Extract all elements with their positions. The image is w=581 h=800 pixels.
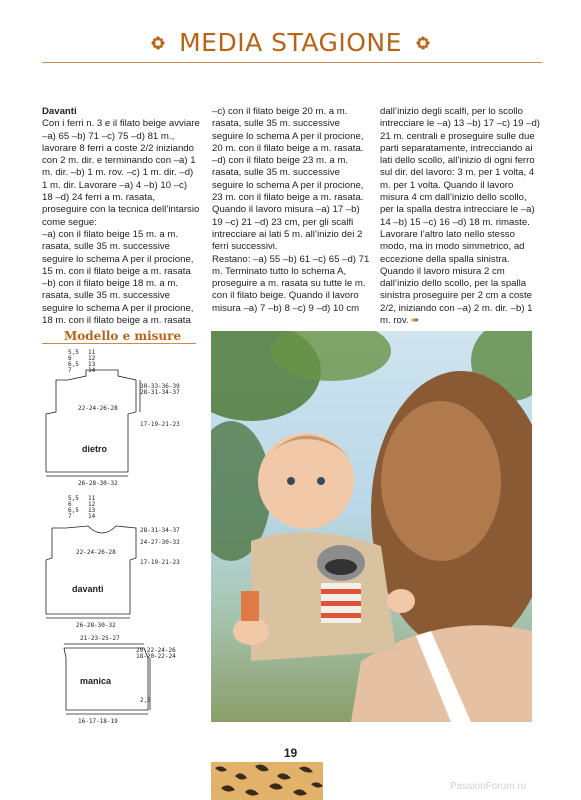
continue-arrow-icon: ➠: [411, 315, 420, 327]
front-neck-size: 12: [88, 501, 96, 508]
flower-ornament-icon: [151, 36, 165, 50]
baby-photo: [211, 331, 532, 722]
back-shoulder-size: 6: [68, 355, 72, 362]
paragraph: –a) con il filato beige 15 m. a m. rasata, sulle 35 m. successive seguire lo schema A per il procione, 15 m. con il filato beige a m. rasata: [42, 228, 194, 277]
section-heading: Davanti: [42, 106, 77, 117]
front-neck-size: 13: [88, 507, 96, 514]
watermark: PassionForum.ru: [450, 781, 527, 792]
paragraph: –b) con il filato beige 18 m. a m. rasata, sulle 35 m. successive seguire lo schema A per il procione, 18 m. con il filato beige a m. rasata: [42, 278, 194, 327]
section-title: MEDIA STAGIONE: [179, 28, 402, 57]
paragraph: –d) con il filato beige 23 m. a m. rasata, sulle 35 m. successive seguire lo schema A per il procione, 23 m. con il filato beige a m. rasata.: [212, 155, 364, 204]
leaf-pattern-icon: [211, 762, 323, 800]
sleeve-bottom-width: 16-17-18-19: [78, 718, 118, 725]
photo-illustration: [211, 331, 532, 722]
front-neck-size: 11: [88, 495, 96, 502]
back-piece-outline: [46, 370, 136, 472]
paragraph-text: dall’inizio degli scalfi, per lo scollo intrecciare le –a) 13 –b) 17 –c) 19 –d) 21 m. centrali e proseguire sulle due parti separatamente, intrecciando ai lati dello scollo, all’inizio di ogni ferro sul dir. del lavoro: 3 m. per 1 volta, 4 m. per 1 volta. Quando il lavoro misura 4 cm dall’inizio dello scollo, per la spalla destra intrecciare le –a) 14 –b) 15 –c) 16 –d) 18 m. rimaste. Lavorare l’altro lato nello stesso modo, ma in modo simmetrico, ad eccezione della spalla sinistra. Quando il lavoro misura 2 cm dall’inizio dello scollo, per la spalla sinistra proseguire per 2 cm a coste 2/2, iniziando con –a) 2 m. dir. –b) 1 m. rov.: [380, 106, 540, 327]
text-column-3: [380, 106, 542, 327]
sleeve-piece-label: manica: [80, 676, 112, 686]
back-side-length: 17-19-21-23: [140, 421, 180, 428]
text-column-1: [42, 106, 200, 327]
sleeve-top-width: 21-23-25-27: [80, 635, 120, 642]
flower-ornament-icon: [416, 36, 430, 50]
page-header: [0, 28, 581, 64]
back-piece-label: dietro: [82, 444, 108, 454]
back-shoulder-size: 7: [68, 367, 72, 374]
paragraph: Restano: –a) 55 –b) 61 –c) 65 –d) 71 m. Terminato tutto lo schema A, proseguire a m. rasata su tutte le m. con il filato beige. Quando il lavoro misura –a) 7 –b) 8 –c) 9 –d) 10 cm: [212, 253, 370, 314]
text-column-2: [212, 106, 370, 315]
front-neck-size: 14: [88, 513, 96, 520]
back-shoulder-size: 6,5: [68, 361, 79, 368]
front-height: 28-31-34-37: [140, 527, 180, 534]
decorative-footer-pattern: [211, 762, 323, 800]
sleeve-height: 20-22-24-26: [136, 647, 176, 654]
front-shoulder-size: 6: [68, 501, 72, 508]
diagram-title-divider: [42, 343, 196, 344]
diagram-title: Modello e misure: [64, 329, 182, 343]
front-shoulder-size: 7: [68, 513, 72, 520]
front-chest-width: 22-24-26-28: [76, 549, 116, 556]
front-width: 26-28-30-32: [76, 622, 116, 629]
front-piece-outline: [46, 526, 136, 614]
sleeve-cuff-height: 2,5: [140, 697, 151, 704]
header-divider: [42, 62, 542, 63]
front-shoulder-size: 6,5: [68, 507, 79, 514]
front-height: 24-27-30-33: [140, 539, 180, 546]
front-piece-label: davanti: [72, 584, 104, 594]
paragraph: –c) con il filato beige 20 m. a m. rasata, sulle 35 m. successive seguire lo schema A per il procione, 20 m. con il filato beige a m. rasata.: [212, 106, 364, 154]
paragraph: Con i ferri n. 3 e il filato beige avviare –a) 65 –b) 71 –c) 75 –d) 81 m., lavorare 8 ferri a coste 2/2 iniziando con 2 m. dir. e terminando con –a) 1 m. dir. –b) 1 m. rov. –c) 1 m. dir. –d) 1 m. dir. Lavorare –a) 4 –b) 10 –c) 18 –d) 24 ferri a m. rasata, proseguire con la tecnica dell’intarsio come segue:: [42, 118, 200, 228]
back-neck-size: 14: [88, 367, 96, 374]
sleeve-height: 18-20-22-24: [136, 653, 176, 660]
front-side-length: 17-19-21-23: [140, 559, 180, 566]
front-shoulder-size: 5,5: [68, 495, 79, 502]
back-neck-size: 12: [88, 355, 96, 362]
back-shoulder-size: 5,5: [68, 349, 79, 356]
back-neck-size: 11: [88, 349, 96, 356]
back-neck-size: 13: [88, 361, 96, 368]
paragraph: Quando il lavoro misura –a) 17 –b) 19 –c) 21 –d) 23 cm, per gli scalfi intrecciare ai lati 5 m. all’inizio dei 2 ferri successivi.: [212, 204, 363, 253]
back-armhole-height: 28-31-34-37: [140, 389, 180, 396]
back-armhole-height: 30-33-36-39: [140, 383, 180, 390]
paragraph: [380, 106, 542, 327]
back-width: 26-28-30-32: [78, 480, 118, 487]
pattern-schematic: [36, 346, 206, 726]
back-chest-width: 22-24-26-28: [78, 405, 118, 412]
page-number: 19: [283, 746, 298, 760]
